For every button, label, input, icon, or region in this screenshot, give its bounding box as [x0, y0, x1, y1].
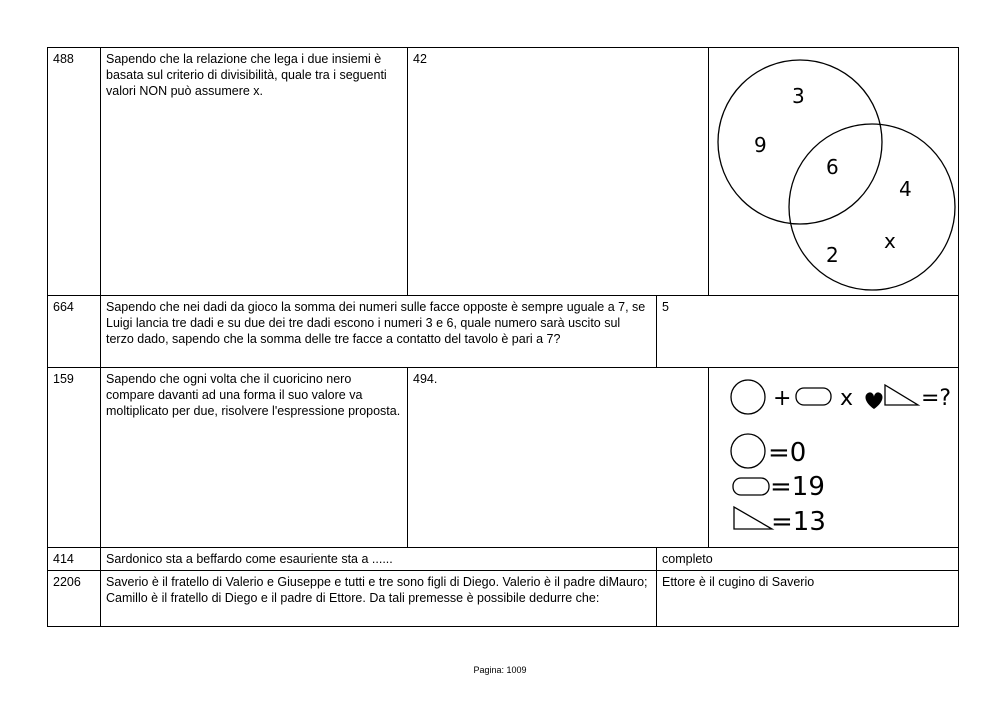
triangle-value: =13 [771, 507, 826, 537]
answer-text: 5 [657, 296, 959, 368]
question-id: 159 [48, 368, 101, 548]
question-text: Sardonico sta a beffardo come esauriente sta a ...... [101, 548, 657, 571]
venn-diagram [714, 51, 959, 293]
table-row [48, 571, 959, 627]
table-row [48, 548, 959, 571]
venn-figure-cell [709, 48, 959, 296]
equals-question: =? [921, 386, 952, 411]
venn-circle-right [789, 124, 955, 290]
black-heart-icon [866, 392, 883, 409]
question-id: 488 [48, 48, 101, 296]
venn-label: 9 [754, 133, 767, 157]
questions-table [47, 47, 959, 627]
circle-value: =0 [768, 438, 807, 468]
circle-shape-icon [731, 380, 765, 414]
triangle-shape-icon [734, 507, 772, 529]
question-text: Saverio è il fratello di Valerio e Giuseppe e tutti e tre sono figli di Diego. Valerio è il padre diMauro; Camillo è il fratello di Diego e il padre di Ettore. Da tali premesse è possibile dedurre che: [101, 571, 657, 627]
table-row [48, 296, 959, 368]
venn-label: 2 [826, 243, 839, 267]
table-row [48, 368, 959, 548]
venn-label: 4 [899, 177, 912, 201]
table-row [48, 48, 959, 296]
venn-label: 3 [792, 84, 805, 108]
shape-expression-figure [714, 371, 959, 545]
answer-text: 42 [408, 48, 709, 296]
question-id: 664 [48, 296, 101, 368]
venn-label: x [884, 229, 896, 253]
venn-label: 6 [826, 155, 839, 179]
question-id: 414 [48, 548, 101, 571]
answer-text: Ettore è il cugino di Saverio [657, 571, 959, 627]
rect-value: =19 [770, 472, 825, 502]
question-text: Sapendo che nei dadi da gioco la somma dei numeri sulle facce opposte è sempre uguale a 7, se Luigi lancia tre dadi e su due dei tre dadi escono i numeri 3 e 6, quale numero sarà uscito sul terzo dado, sapendo che la somma delle tre facce a contatto del tavolo è pari a 7? [101, 296, 657, 368]
plus-sign: + [773, 386, 792, 411]
page-footer: Pagina: 1009 [473, 665, 527, 675]
answer-text: completo [657, 548, 959, 571]
question-id: 2206 [48, 571, 101, 627]
question-text: Sapendo che ogni volta che il cuoricino nero compare davanti ad una forma il suo valore va moltiplicato per due, risolvere l'espressione proposta. [101, 368, 408, 548]
times-sign: x [840, 386, 854, 411]
triangle-shape-icon [885, 385, 918, 405]
rounded-rect-shape-icon [733, 478, 769, 495]
rounded-rect-shape-icon [796, 388, 831, 405]
answer-text: 494. [408, 368, 709, 548]
shapes-figure-cell [709, 368, 959, 548]
circle-shape-icon [731, 434, 765, 468]
question-text: Sapendo che la relazione che lega i due insiemi è basata sul criterio di divisibilità, quale tra i seguenti valori NON può assumere x. [101, 48, 408, 296]
